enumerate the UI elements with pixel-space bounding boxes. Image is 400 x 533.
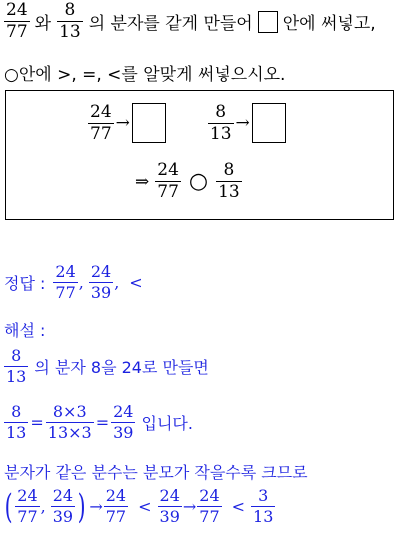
fraction-24-77 <box>88 101 114 144</box>
fraction-24-39 <box>51 488 75 525</box>
denominator: 13 <box>253 507 274 526</box>
numerator: 24 <box>90 262 112 281</box>
equals-sign: = <box>95 413 110 432</box>
implies-symbol: ⇒ <box>135 171 150 192</box>
explanation-line-3 <box>4 460 308 483</box>
denominator: 13 <box>59 22 81 42</box>
fraction-8-13 <box>57 2 83 41</box>
denominator: 77 <box>6 22 28 42</box>
instruction-text-end: 안에 써넣고, <box>282 14 376 34</box>
denominator: 13×3 <box>47 423 92 442</box>
denominator: 39 <box>90 283 112 302</box>
fraction-3-13 <box>251 488 275 525</box>
fraction-8x3-13x3 <box>46 404 94 441</box>
numerator: 8 <box>215 101 227 122</box>
answer-line <box>4 264 143 301</box>
fraction-24-77 <box>155 162 181 201</box>
answer-box-2 <box>252 103 286 143</box>
fraction-24-77 <box>197 488 221 525</box>
arrow: → <box>235 113 250 133</box>
explanation-heading: 해설 : <box>4 321 46 340</box>
numerator: 24 <box>199 486 220 505</box>
question-box-row-2 <box>135 162 242 201</box>
numerator: 8 <box>223 160 235 180</box>
numerator: 8 <box>11 346 22 365</box>
denominator: 77 <box>199 507 220 526</box>
denominator: 77 <box>17 507 38 526</box>
numerator: 24 <box>6 0 28 20</box>
denominator: 77 <box>157 182 179 202</box>
arrow: → <box>89 497 103 516</box>
instruction-line-2: ○안에 >, =, <를 알맞게 써넣으시오. <box>4 65 286 85</box>
instruction-text: 의 분자를 같게 만들어 <box>88 14 253 34</box>
fraction-8-13 <box>208 101 234 144</box>
denominator: 13 <box>209 123 232 144</box>
numerator: 8×3 <box>52 402 87 421</box>
arrow: → <box>182 497 197 516</box>
denominator: 13 <box>6 367 27 386</box>
problem-line-2 <box>4 60 285 85</box>
numerator: 24 <box>55 262 76 281</box>
denominator: 39 <box>159 507 180 526</box>
denominator: 13 <box>218 182 240 202</box>
numerator: 24 <box>159 486 180 505</box>
numerator: 8 <box>64 0 76 20</box>
explanation-line-2 <box>4 404 193 441</box>
less-than: < <box>138 497 152 516</box>
explanation-text: 분자가 같은 분수는 분모가 작을수록 크므로 <box>4 463 308 482</box>
denominator: 77 <box>90 123 112 144</box>
question-box-row-1 <box>88 103 286 143</box>
numerator: 3 <box>258 486 269 505</box>
open-paren: ( <box>4 486 13 527</box>
explanation-label <box>4 318 45 341</box>
denominator: 39 <box>52 507 74 526</box>
comma: , <box>114 273 120 292</box>
denominator: 13 <box>6 423 27 442</box>
close-paren: ) <box>77 486 86 527</box>
numerator: 24 <box>17 486 38 505</box>
fraction-24-77 <box>15 488 39 525</box>
blank-box <box>258 11 278 33</box>
denominator: 39 <box>113 423 134 442</box>
explanation-line-1 <box>4 348 209 385</box>
comma: , <box>78 273 84 292</box>
numerator: 24 <box>105 486 127 505</box>
numerator: 24 <box>157 160 179 180</box>
fraction-24-77 <box>4 2 30 41</box>
numerator: 24 <box>113 402 134 421</box>
numerator: 24 <box>52 486 74 505</box>
fraction-24-77 <box>104 488 128 525</box>
answer-fraction-1 <box>53 264 77 301</box>
compare-circle: ○ <box>188 169 209 194</box>
answer-label: 정답 : <box>4 274 46 293</box>
answer-sign: < <box>129 273 143 292</box>
explanation-line-4 <box>2 488 275 525</box>
explanation-text: 입니다. <box>141 414 193 433</box>
comma: , <box>40 497 46 516</box>
less-than: < <box>231 497 246 516</box>
answer-box-1 <box>132 103 166 143</box>
fraction-24-39 <box>111 404 135 441</box>
arrow: → <box>115 113 130 133</box>
fraction-8-13 <box>216 162 242 201</box>
answer-fraction-2 <box>89 264 113 301</box>
numerator: 8 <box>11 402 22 421</box>
fraction-8-13 <box>4 404 28 441</box>
explanation-text: 의 분자 8을 24로 만들면 <box>34 358 209 377</box>
text-wa: 와 <box>34 14 52 34</box>
fraction-8-13 <box>4 348 28 385</box>
denominator: 77 <box>55 283 76 302</box>
denominator: 77 <box>105 507 127 526</box>
equals-sign: = <box>30 413 44 432</box>
numerator: 24 <box>90 101 112 122</box>
fraction-24-39 <box>158 488 182 525</box>
problem-line-1 <box>4 2 376 41</box>
